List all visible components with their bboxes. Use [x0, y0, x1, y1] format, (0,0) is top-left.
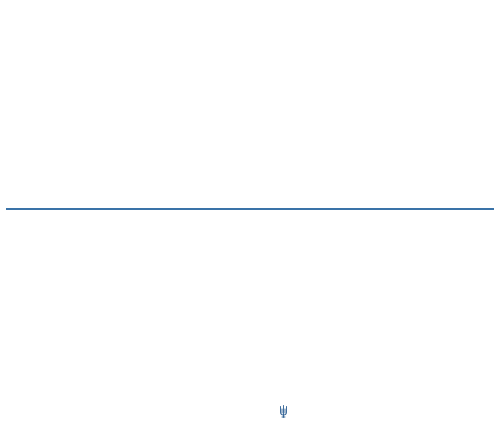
- program-banner: [6, 196, 494, 222]
- trident-icon: [279, 405, 288, 418]
- banner-divider: [6, 208, 494, 210]
- cabinet-logo: [279, 405, 292, 418]
- top-row: [6, 6, 494, 192]
- bottom-row: [6, 227, 494, 403]
